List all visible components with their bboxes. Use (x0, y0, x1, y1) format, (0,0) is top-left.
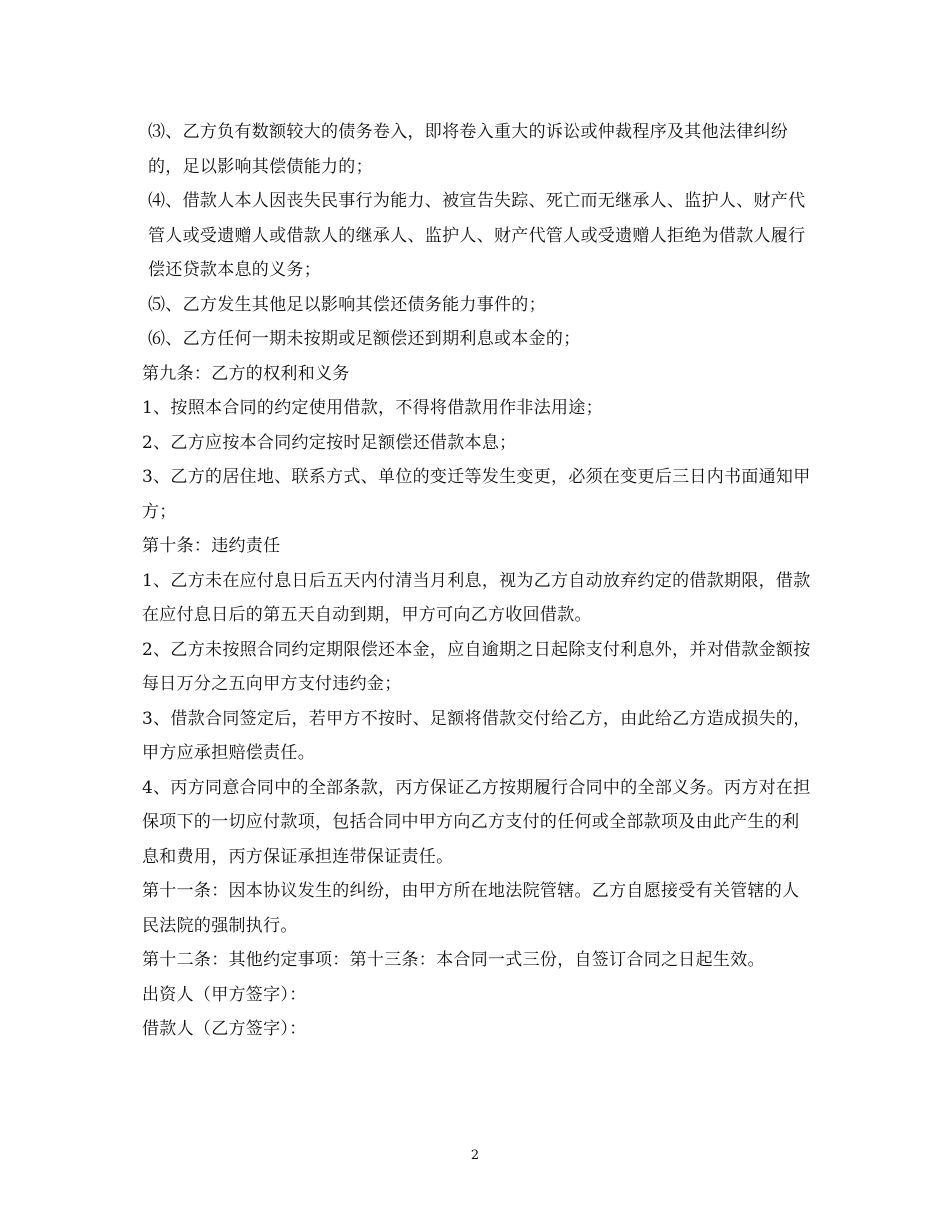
article-10-item-1: 1、乙方未在应付息日后五天内付清当月利息，视为乙方自动放弃约定的借款期限，借款在应付息日后的第五天自动到期，甲方可向乙方收回借款。 (142, 570, 811, 625)
clause-item-3: ⑶、乙方负有数额较大的债务卷入，即将卷入重大的诉讼或仲裁程序及其他法律纠纷的，足以影响其偿债能力的； (148, 122, 789, 177)
clause-item-4: ⑷、借款人本人因丧失民事行为能力、被宣告失踪、死亡而无继承人、监护人、财产代管人或受遗赠人或借款人的继承人、监护人、财产代管人或受遗赠人拒绝为借款人履行偿还贷款本息的义务； (148, 191, 806, 280)
lender-signature-line: 出资人（甲方签字）： (142, 984, 307, 1005)
article-10-item-3: 3、借款合同签定后，若甲方不按时、足额将借款交付给乙方，由此给乙方造成损失的，甲方应承担赔偿责任。 (142, 708, 811, 763)
article-9-item-3: 3、乙方的居住地、联系方式、单位的变迁等发生变更，必须在变更后三日内书面通知甲方； (142, 467, 811, 522)
borrower-signature-line: 借款人（乙方签字）： (142, 1019, 307, 1039)
article-11: 第十一条：因本协议发生的纠纷，由甲方所在地法院管辖。乙方自愿接受有关管辖的人民法院的强制执行。 (142, 881, 800, 936)
page-number: 2 (470, 1148, 480, 1163)
document-body (142, 115, 814, 1047)
article-9-item-2: 2、乙方应按本合同约定按时足额偿还借款本息； (142, 432, 517, 453)
article-10-item-4: 4、丙方同意合同中的全部条款，丙方保证乙方按期履行合同中的全部义务。丙方对在担保项下的一切应付款项，包括合同中甲方向乙方支付的任何或全部款项及由此产生的利息和费用，丙方保证承担连带保证责任。 (142, 777, 811, 867)
clause-item-6: ⑹、乙方任何一期未按期或足额偿还到期利息或本金的； (148, 329, 581, 349)
article-10-item-2: 2、乙方未按照合同约定期限偿还本金，应自逾期之日起除支付利息外，并对借款金额按每日万分之五向甲方支付违约金； (142, 639, 811, 694)
article-9-item-1: 1、按照本合同的约定使用借款，不得将借款用作非法用途； (142, 398, 603, 418)
article-12-13: 第十二条：其他约定事项：第十三条：本合同一式三份，自签订合同之日起生效。 (142, 950, 765, 970)
article-9-heading: 第九条：乙方的权利和义务 (142, 363, 350, 384)
article-10-heading: 第十条：违约责任 (142, 536, 281, 556)
clause-item-5: ⑸、乙方发生其他足以影响其偿还债务能力事件的； (148, 294, 546, 315)
